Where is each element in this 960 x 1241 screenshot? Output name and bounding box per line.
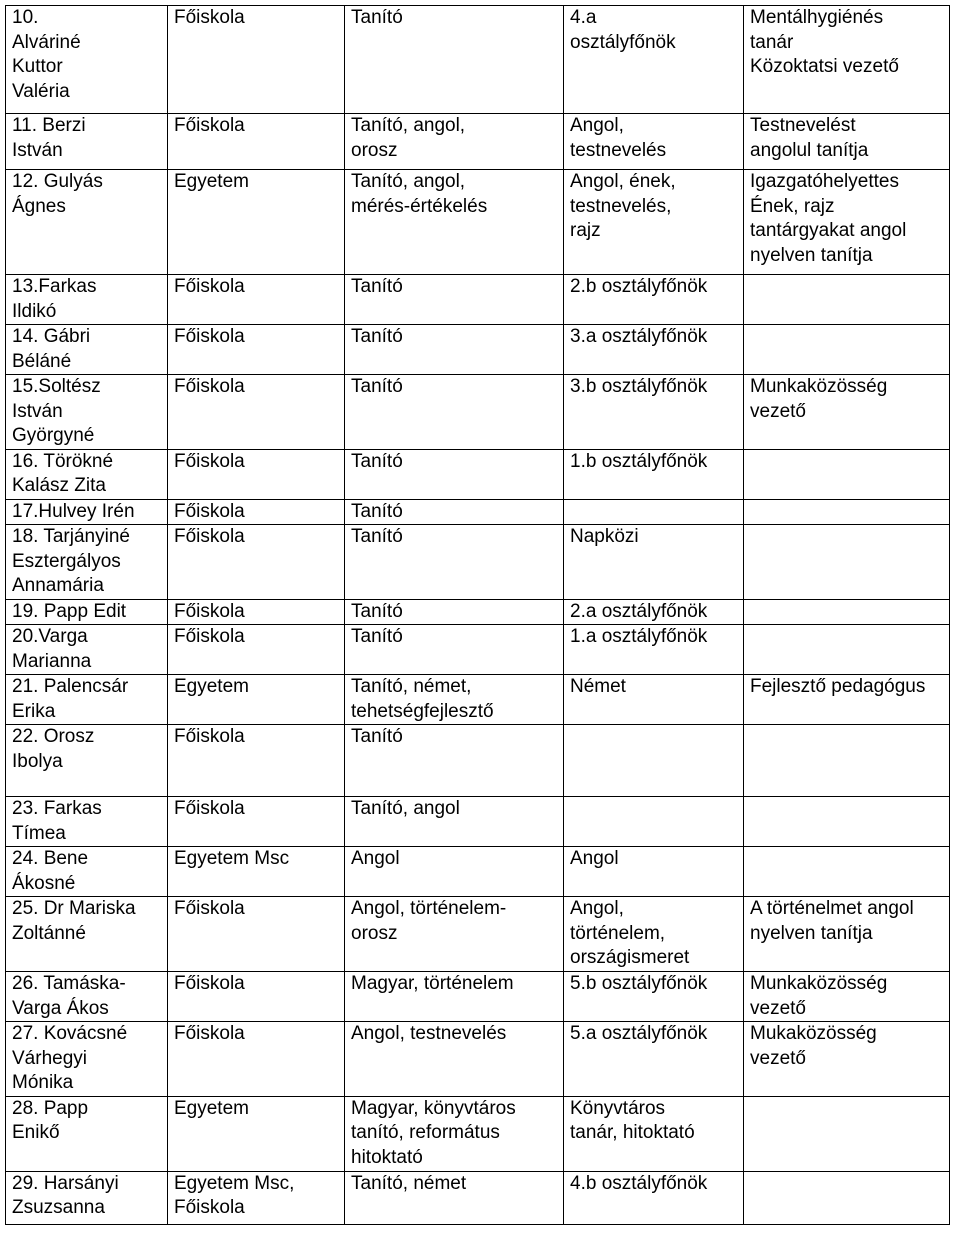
cell-name: 16. Törökné Kalász Zita	[6, 449, 168, 499]
cell-name: 28. Papp Enikő	[6, 1096, 168, 1171]
cell-extra: A történelmet angol nyelven tanítja	[744, 897, 950, 972]
cell-degree: Főiskola	[168, 1022, 345, 1097]
cell-degree: Egyetem Msc	[168, 847, 345, 897]
cell-degree: Főiskola	[168, 525, 345, 600]
table-row	[6, 1022, 950, 1097]
cell-extra	[744, 449, 950, 499]
table-row	[6, 675, 950, 725]
cell-degree: Főiskola	[168, 725, 345, 797]
cell-class-role: 3.a osztályfőnök	[564, 325, 744, 375]
cell-qualification: Magyar, történelem	[345, 972, 564, 1022]
cell-class-role: Angol, történelem, országismeret	[564, 897, 744, 972]
cell-qualification: Tanító	[345, 725, 564, 797]
cell-degree: Egyetem	[168, 170, 345, 275]
cell-extra: Munkaközösség vezető	[744, 972, 950, 1022]
cell-extra	[744, 499, 950, 525]
cell-class-role: Napközi	[564, 525, 744, 600]
table-row	[6, 1171, 950, 1224]
cell-class-role: 1.b osztályfőnök	[564, 449, 744, 499]
cell-name: 19. Papp Edit	[6, 599, 168, 625]
cell-qualification: Tanító, német	[345, 1171, 564, 1224]
cell-extra: Fejlesztő pedagógus	[744, 675, 950, 725]
cell-degree: Egyetem Msc, Főiskola	[168, 1171, 345, 1224]
cell-qualification: Tanító, angol, mérés-értékelés	[345, 170, 564, 275]
table-row	[6, 797, 950, 847]
cell-qualification: Tanító	[345, 6, 564, 114]
cell-degree: Főiskola	[168, 375, 345, 450]
cell-class-role	[564, 725, 744, 797]
table-row	[6, 525, 950, 600]
table-row	[6, 375, 950, 450]
cell-name: 10. Alváriné Kuttor Valéria	[6, 6, 168, 114]
cell-extra	[744, 325, 950, 375]
cell-class-role: 1.a osztályfőnök	[564, 625, 744, 675]
cell-class-role	[564, 797, 744, 847]
cell-degree: Főiskola	[168, 449, 345, 499]
cell-extra	[744, 525, 950, 600]
cell-degree: Főiskola	[168, 897, 345, 972]
cell-degree: Főiskola	[168, 972, 345, 1022]
cell-class-role	[564, 499, 744, 525]
cell-class-role: 5.b osztályfőnök	[564, 972, 744, 1022]
cell-class-role: Angol, ének, testnevelés, rajz	[564, 170, 744, 275]
cell-name: 23. Farkas Tímea	[6, 797, 168, 847]
cell-name: 29. Harsányi Zsuzsanna	[6, 1171, 168, 1224]
table-row	[6, 449, 950, 499]
cell-name: 20.Varga Marianna	[6, 625, 168, 675]
cell-extra	[744, 625, 950, 675]
cell-name: 21. Palencsár Erika	[6, 675, 168, 725]
cell-name: 24. Bene Ákosné	[6, 847, 168, 897]
cell-qualification: Angol, testnevelés	[345, 1022, 564, 1097]
cell-degree: Főiskola	[168, 599, 345, 625]
table-row	[6, 114, 950, 170]
cell-degree: Egyetem	[168, 1096, 345, 1171]
cell-class-role: 5.a osztályfőnök	[564, 1022, 744, 1097]
cell-qualification: Tanító	[345, 325, 564, 375]
cell-qualification: Tanító	[345, 625, 564, 675]
cell-degree: Főiskola	[168, 114, 345, 170]
cell-degree: Főiskola	[168, 6, 345, 114]
cell-name: 25. Dr Mariska Zoltánné	[6, 897, 168, 972]
cell-class-role: 4.b osztályfőnök	[564, 1171, 744, 1224]
cell-name: 15.Soltész István Györgyné	[6, 375, 168, 450]
table-row	[6, 725, 950, 797]
cell-qualification: Tanító	[345, 375, 564, 450]
cell-qualification: Tanító	[345, 275, 564, 325]
table-row	[6, 325, 950, 375]
table-row	[6, 170, 950, 275]
cell-extra: Mukaközösség vezető	[744, 1022, 950, 1097]
cell-name: 17.Hulvey Irén	[6, 499, 168, 525]
cell-class-role: Könyvtáros tanár, hitoktató	[564, 1096, 744, 1171]
cell-degree: Főiskola	[168, 797, 345, 847]
staff-table	[5, 5, 950, 1225]
cell-extra	[744, 1171, 950, 1224]
cell-name: 11. Berzi István	[6, 114, 168, 170]
cell-qualification: Tanító, angol	[345, 797, 564, 847]
cell-class-role: 2.a osztályfőnök	[564, 599, 744, 625]
table-row	[6, 6, 950, 114]
cell-qualification: Tanító, német, tehetségfejlesztő	[345, 675, 564, 725]
cell-extra: Igazgatóhelyettes Ének, rajz tantárgyakat angol nyelven tanítja	[744, 170, 950, 275]
cell-class-role: Német	[564, 675, 744, 725]
cell-class-role: 4.a osztályfőnök	[564, 6, 744, 114]
cell-name: 13.Farkas Ildikó	[6, 275, 168, 325]
cell-extra	[744, 275, 950, 325]
cell-class-role: Angol	[564, 847, 744, 897]
cell-extra	[744, 599, 950, 625]
cell-qualification: Tanító, angol, orosz	[345, 114, 564, 170]
cell-name: 27. Kovácsné Várhegyi Mónika	[6, 1022, 168, 1097]
cell-extra	[744, 847, 950, 897]
table-row	[6, 972, 950, 1022]
cell-extra	[744, 725, 950, 797]
cell-degree: Főiskola	[168, 325, 345, 375]
table-row	[6, 897, 950, 972]
table-row	[6, 1096, 950, 1171]
cell-extra: Testnevelést angolul tanítja	[744, 114, 950, 170]
cell-extra	[744, 797, 950, 847]
cell-class-role: Angol, testnevelés	[564, 114, 744, 170]
table-row	[6, 275, 950, 325]
cell-class-role: 3.b osztályfőnök	[564, 375, 744, 450]
table-row	[6, 599, 950, 625]
cell-class-role: 2.b osztályfőnök	[564, 275, 744, 325]
cell-degree: Főiskola	[168, 275, 345, 325]
cell-qualification: Angol	[345, 847, 564, 897]
cell-name: 14. Gábri Béláné	[6, 325, 168, 375]
cell-qualification: Angol, történelem- orosz	[345, 897, 564, 972]
table-row	[6, 499, 950, 525]
table-row	[6, 847, 950, 897]
cell-qualification: Tanító	[345, 599, 564, 625]
cell-qualification: Magyar, könyvtáros tanító, református hitoktató	[345, 1096, 564, 1171]
cell-name: 18. Tarjányiné Esztergályos Annamária	[6, 525, 168, 600]
cell-degree: Főiskola	[168, 499, 345, 525]
cell-qualification: Tanító	[345, 525, 564, 600]
cell-name: 26. Tamáska- Varga Ákos	[6, 972, 168, 1022]
cell-qualification: Tanító	[345, 449, 564, 499]
cell-name: 12. Gulyás Ágnes	[6, 170, 168, 275]
cell-name: 22. Orosz Ibolya	[6, 725, 168, 797]
table-row	[6, 625, 950, 675]
cell-extra: Munkaközösség vezető	[744, 375, 950, 450]
cell-extra	[744, 1096, 950, 1171]
cell-qualification: Tanító	[345, 499, 564, 525]
cell-degree: Főiskola	[168, 625, 345, 675]
cell-extra: Mentálhygiénés tanár Közoktatsi vezető	[744, 6, 950, 114]
cell-degree: Egyetem	[168, 675, 345, 725]
